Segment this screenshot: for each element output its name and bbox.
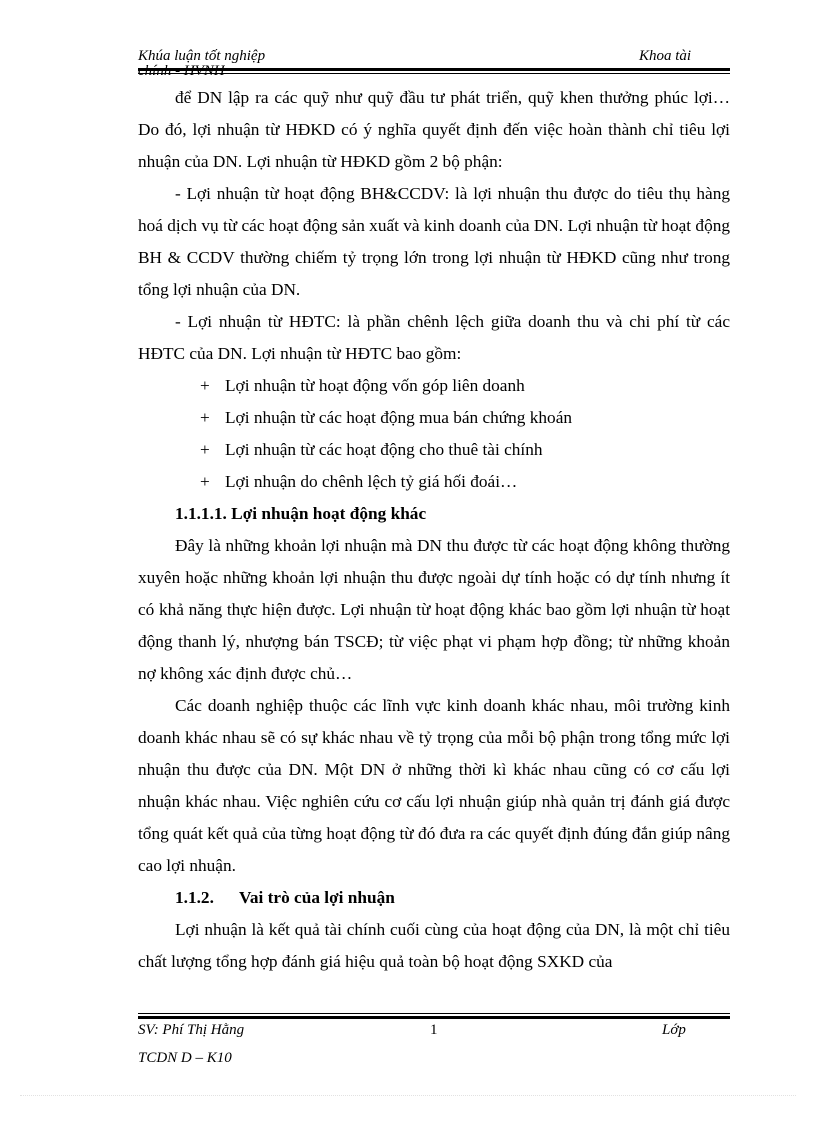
paragraph: Lợi nhuận là kết quả tài chính cuối cùng của hoạt động của DN, là một chỉ tiêu chất lượng tổng hợp đánh giá hiệu quả toàn bộ hoạt động SXKD của — [138, 920, 730, 971]
paragraph: - Lợi nhuận từ hoạt động BH&CCDV: là lợi nhuận thu được do tiêu thụ hàng hoá dịch vụ từ các hoạt động sản xuất và kinh doanh của DN. Lợi nhuận từ hoạt động BH & CCDV thường chiếm tỷ trọng lớn trong lợi nhuận từ HĐKD cũng như trong tổng lợi nhuận của DN. — [138, 184, 730, 299]
bullet-item — [138, 466, 730, 498]
header-rule-thin — [138, 73, 730, 74]
paragraph: để DN lập ra các quỹ như quỹ đầu tư phát triển, quỹ khen thưởng phúc lợi… Do đó, lợi nhuận từ HĐKD có ý nghĩa quyết định đến việc hoàn thành chỉ tiêu lợi nhuận của DN. Lợi nhuận từ HĐKD gồm 2 bộ phận: — [138, 88, 730, 171]
bullet-text: Lợi nhuận từ các hoạt động cho thuê tài chính — [225, 440, 543, 459]
header-faculty-continuation: chính - HVNH — [138, 64, 225, 78]
plus-icon: + — [200, 472, 210, 491]
footer-rule-thin — [138, 1013, 730, 1014]
header-rule-thick — [138, 68, 730, 71]
footer-student-name: SV: Phí Thị Hằng — [138, 1022, 245, 1038]
plus-icon: + — [200, 376, 210, 395]
paragraph: Đây là những khoản lợi nhuận mà DN thu được từ các hoạt động không thường xuyên hoặc những khoản lợi nhuận thu được ngoài dự tính hoặc có dự tính nhưng ít có khả năng thực hiện được. Lợi nhuận từ hoạt động khác bao gồm lợi nhuận từ hoạt động thanh lý, nhượng bán TSCĐ; từ việc phạt vi phạm hợp đồng; từ những khoản nợ không xác định được chủ… — [138, 536, 730, 683]
bullet-text: Lợi nhuận do chênh lệch tỷ giá hối đoái… — [225, 472, 518, 491]
footer-rule-thick — [138, 1016, 730, 1019]
header-thesis-label: Khúa luận tốt nghiệp — [138, 48, 266, 64]
page-number: 1 — [430, 1022, 438, 1038]
paragraph: Các doanh nghiệp thuộc các lĩnh vực kinh doanh khác nhau, môi trường kinh doanh khác nhau sẽ có sự khác nhau về tỷ trọng của mỗi bộ phận trong tổng mức lợi nhuận thu được của DN. Một DN ở những thời kì khác nhau cũng có cơ cấu lợi nhuận khác nhau. Việc nghiên cứu cơ cấu lợi nhuận giúp nhà quản trị đánh giá được tổng quát kết quả của từng hoạt động từ đó đưa ra các quyết định đúng đắn giúp nâng cao lợi nhuận. — [138, 696, 730, 875]
paragraph: - Lợi nhuận từ HĐTC: là phần chênh lệch giữa doanh thu và chi phí từ các HĐTC của DN. Lợi nhuận từ HĐTC bao gồm: — [138, 312, 730, 363]
section-heading — [138, 882, 730, 914]
bullet-item — [138, 402, 730, 434]
footer-class-code: TCDN D – K10 — [138, 1050, 232, 1066]
plus-icon: + — [200, 408, 210, 427]
bullet-item — [138, 434, 730, 466]
plus-icon: + — [200, 440, 210, 459]
page-edge-divider — [20, 1095, 796, 1096]
bullet-text: Lợi nhuận từ các hoạt động mua bán chứng khoán — [225, 408, 573, 427]
bullet-text: Lợi nhuận từ hoạt động vốn góp liên doanh — [225, 376, 525, 395]
document-body — [138, 82, 730, 978]
bullet-item — [138, 370, 730, 402]
section-heading: 1.1.1.1. Lợi nhuận hoạt động khác — [175, 504, 427, 523]
section-number: 1.1.2. — [175, 888, 214, 907]
footer-class-label: Lớp — [662, 1022, 686, 1038]
section-title: Vai trò của lợi nhuận — [239, 888, 395, 907]
header-faculty-label: Khoa tài — [639, 48, 692, 64]
